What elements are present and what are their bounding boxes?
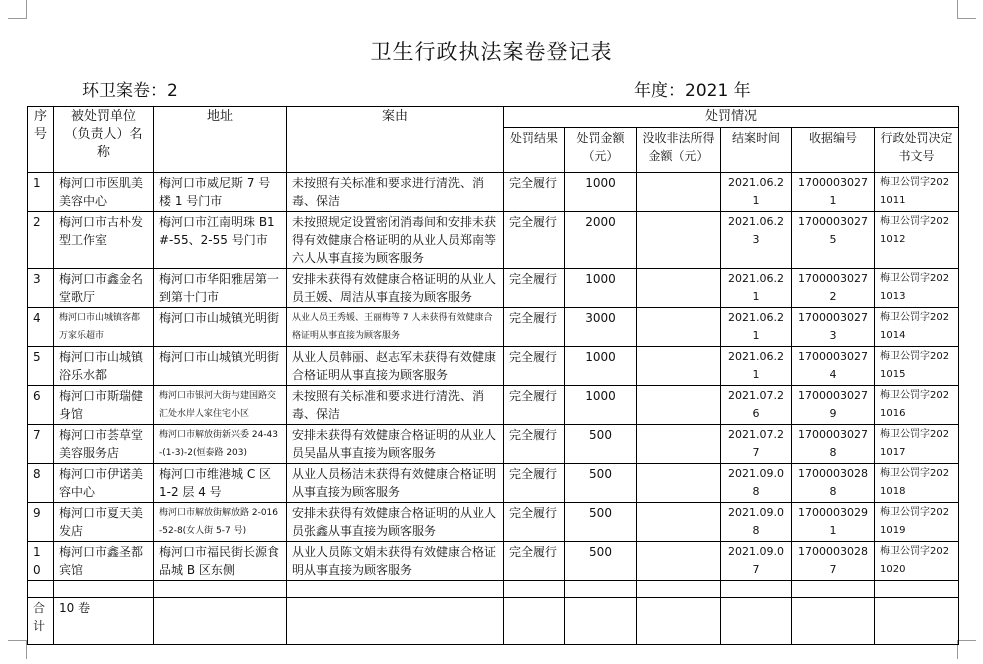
header-decision-no: 行政处罚决定书文号 bbox=[875, 128, 959, 173]
cell-amount: 2000 bbox=[565, 212, 637, 269]
cell-cause: 未按照有关标准和要求进行清洗、消毒、保洁 bbox=[287, 173, 504, 212]
cell-confiscate bbox=[637, 269, 721, 308]
page-corner-mark bbox=[957, 640, 976, 659]
cell-unit: 梅河口市斯瑞健身馆 bbox=[54, 386, 154, 425]
cell-decision-no: 梅卫公罚字2021013 bbox=[875, 269, 959, 308]
cell-address: 梅河口市山城镇光明街 bbox=[154, 308, 287, 347]
cell-address: 梅河口市福民街长源食品城 B 区东侧 bbox=[154, 542, 287, 581]
cell-confiscate bbox=[637, 386, 721, 425]
table-row bbox=[28, 347, 959, 386]
page-corner-mark bbox=[8, 640, 27, 659]
cell-address: 梅河口市解放街解放路 2-016-52-8(女人街 5-7 号) bbox=[154, 503, 287, 542]
table-row bbox=[28, 464, 959, 503]
cell-seq: 8 bbox=[28, 464, 54, 503]
cell-unit: 梅河口市鑫金名堂歌厅 bbox=[54, 269, 154, 308]
cell-seq: 4 bbox=[28, 308, 54, 347]
cell-unit: 梅河口市荟草堂美容服务店 bbox=[54, 425, 154, 464]
cell-confiscate bbox=[637, 425, 721, 464]
cell-seq: 2 bbox=[28, 212, 54, 269]
cell-unit: 梅河口市山城镇浴乐水都 bbox=[54, 347, 154, 386]
cell-close-time: 2021.07.27 bbox=[721, 425, 792, 464]
cell-seq: 1 bbox=[28, 173, 54, 212]
cell-result: 完全履行 bbox=[504, 425, 565, 464]
summary-label: 合计 bbox=[28, 598, 54, 645]
cell-close-time: 2021.07.26 bbox=[721, 386, 792, 425]
cell-receipt-no: 17000030278 bbox=[792, 425, 875, 464]
cell-unit: 梅河口市山城镇客都万家乐超市 bbox=[54, 308, 154, 347]
header-confiscate: 没收非法所得金额（元） bbox=[637, 128, 721, 173]
header-unit: 被处罚单位（负责人）名称 bbox=[54, 107, 154, 173]
cell-result: 完全履行 bbox=[504, 308, 565, 347]
cell-amount: 500 bbox=[565, 464, 637, 503]
blank-row bbox=[28, 581, 959, 598]
summary-row bbox=[28, 598, 959, 645]
cell-unit: 梅河口市伊诺美容中心 bbox=[54, 464, 154, 503]
cell-decision-no: 梅卫公罚字2021020 bbox=[875, 542, 959, 581]
cell-decision-no: 梅卫公罚字2021018 bbox=[875, 464, 959, 503]
cell-decision-no: 梅卫公罚字2021014 bbox=[875, 308, 959, 347]
cell-decision-no: 梅卫公罚字2021015 bbox=[875, 347, 959, 386]
cell-cause: 安排未获得有效健康合格证明的从业人员吴晶从事直接为顾客服务 bbox=[287, 425, 504, 464]
cell-result: 完全履行 bbox=[504, 347, 565, 386]
cell-amount: 500 bbox=[565, 542, 637, 581]
cell-cause: 安排未获得有效健康合格证明的从业人员张鑫从事直接为顾客服务 bbox=[287, 503, 504, 542]
cell-close-time: 2021.06.23 bbox=[721, 212, 792, 269]
cell-close-time: 2021.09.08 bbox=[721, 503, 792, 542]
cell-decision-no: 梅卫公罚字2021012 bbox=[875, 212, 959, 269]
cell-address: 梅河口市解放街新兴委 24-43-(1-3)-2(恒泰路 203) bbox=[154, 425, 287, 464]
cell-unit: 梅河口市古朴发型工作室 bbox=[54, 212, 154, 269]
table-row bbox=[28, 308, 959, 347]
header-penalty-group: 处罚情况 bbox=[504, 107, 959, 128]
cell-result: 完全履行 bbox=[504, 386, 565, 425]
cell-confiscate bbox=[637, 212, 721, 269]
header-seq: 序号 bbox=[28, 107, 54, 173]
cell-cause: 未按照有关标准和要求进行清洗、消毒、保洁 bbox=[287, 386, 504, 425]
cell-address: 梅河口市华阳雅居第一到第十门市 bbox=[154, 269, 287, 308]
cell-amount: 1000 bbox=[565, 347, 637, 386]
header-receipt-no: 收据编号 bbox=[792, 128, 875, 173]
table-row bbox=[28, 503, 959, 542]
cell-cause: 从业人员韩丽、赵志军未获得有效健康合格证明从事直接为顾客服务 bbox=[287, 347, 504, 386]
cell-cause: 从业人员杨洁未获得有效健康合格证明从事直接为顾客服务 bbox=[287, 464, 504, 503]
cell-close-time: 2021.09.08 bbox=[721, 464, 792, 503]
cell-address: 梅河口市威尼斯 7 号楼 1 号门市 bbox=[154, 173, 287, 212]
cell-close-time: 2021.06.21 bbox=[721, 347, 792, 386]
cell-receipt-no: 17000030287 bbox=[792, 542, 875, 581]
page-corner-mark bbox=[957, 0, 976, 19]
cell-receipt-no: 17000030291 bbox=[792, 503, 875, 542]
table-row bbox=[28, 386, 959, 425]
cell-result: 完全履行 bbox=[504, 269, 565, 308]
cell-seq: 10 bbox=[28, 542, 54, 581]
header-amount: 处罚金额（元） bbox=[565, 128, 637, 173]
cell-decision-no: 梅卫公罚字2021011 bbox=[875, 173, 959, 212]
cell-seq: 9 bbox=[28, 503, 54, 542]
cell-address: 梅河口市维港城 C 区 1-2 层 4 号 bbox=[154, 464, 287, 503]
table-row bbox=[28, 173, 959, 212]
cell-decision-no: 梅卫公罚字2021017 bbox=[875, 425, 959, 464]
cell-confiscate bbox=[637, 173, 721, 212]
cell-confiscate bbox=[637, 347, 721, 386]
cell-receipt-no: 17000030272 bbox=[792, 269, 875, 308]
summary-count: 10 卷 bbox=[54, 598, 154, 645]
cell-confiscate bbox=[637, 542, 721, 581]
cell-receipt-no: 17000030279 bbox=[792, 386, 875, 425]
cell-close-time: 2021.06.21 bbox=[721, 308, 792, 347]
header-row bbox=[28, 107, 959, 128]
cell-receipt-no: 17000030275 bbox=[792, 212, 875, 269]
cell-result: 完全履行 bbox=[504, 542, 565, 581]
header-address: 地址 bbox=[154, 107, 287, 173]
cell-result: 完全履行 bbox=[504, 173, 565, 212]
cell-close-time: 2021.06.21 bbox=[721, 269, 792, 308]
cell-seq: 7 bbox=[28, 425, 54, 464]
case-volume: 环卫案卷：2 bbox=[82, 81, 178, 101]
year-label: 年度：2021 年 bbox=[634, 81, 751, 101]
table-row bbox=[28, 212, 959, 269]
cell-decision-no: 梅卫公罚字2021019 bbox=[875, 503, 959, 542]
table-row bbox=[28, 269, 959, 308]
cell-receipt-no: 17000030273 bbox=[792, 308, 875, 347]
table-body bbox=[28, 173, 959, 581]
cell-seq: 3 bbox=[28, 269, 54, 308]
document-title: 卫生行政执法案卷登记表 bbox=[370, 40, 613, 64]
registration-table bbox=[27, 106, 959, 645]
cell-result: 完全履行 bbox=[504, 212, 565, 269]
cell-amount: 1000 bbox=[565, 269, 637, 308]
cell-cause: 安排未获得有效健康合格证明的从业人员王媛、周洁从事直接为顾客服务 bbox=[287, 269, 504, 308]
cell-amount: 1000 bbox=[565, 173, 637, 212]
cell-cause: 从业人员王秀媛、王丽梅等 7 人未获得有效健康合格证明从事直接为顾客服务 bbox=[287, 308, 504, 347]
cell-address: 梅河口市银河大街与建国路交汇处水岸人家住宅小区 bbox=[154, 386, 287, 425]
cell-unit: 梅河口市鑫圣都宾馆 bbox=[54, 542, 154, 581]
cell-seq: 5 bbox=[28, 347, 54, 386]
table-row bbox=[28, 542, 959, 581]
cell-result: 完全履行 bbox=[504, 464, 565, 503]
cell-address: 梅河口市山城镇光明街 bbox=[154, 347, 287, 386]
cell-result: 完全履行 bbox=[504, 503, 565, 542]
cell-close-time: 2021.09.07 bbox=[721, 542, 792, 581]
cell-receipt-no: 17000030288 bbox=[792, 464, 875, 503]
cell-receipt-no: 17000030274 bbox=[792, 347, 875, 386]
cell-amount: 1000 bbox=[565, 386, 637, 425]
cell-unit: 梅河口市医肌美美容中心 bbox=[54, 173, 154, 212]
page-corner-mark bbox=[8, 0, 27, 19]
header-result: 处罚结果 bbox=[504, 128, 565, 173]
cell-seq: 6 bbox=[28, 386, 54, 425]
cell-amount: 500 bbox=[565, 425, 637, 464]
cell-amount: 500 bbox=[565, 503, 637, 542]
cell-cause: 从业人员陈文娟未获得有效健康合格证明从事直接为顾客服务 bbox=[287, 542, 504, 581]
table-row bbox=[28, 425, 959, 464]
cell-close-time: 2021.06.21 bbox=[721, 173, 792, 212]
cell-address: 梅河口市江南明珠 B1#-55、2-55 号门市 bbox=[154, 212, 287, 269]
cell-unit: 梅河口市夏天美发店 bbox=[54, 503, 154, 542]
header-close-time: 结案时间 bbox=[721, 128, 792, 173]
cell-cause: 未按照规定设置密闭消毒间和安排未获得有效健康合格证明的从业人员郑南等六人从事直接为顾客服务 bbox=[287, 212, 504, 269]
cell-confiscate bbox=[637, 464, 721, 503]
cell-amount: 3000 bbox=[565, 308, 637, 347]
cell-decision-no: 梅卫公罚字2021016 bbox=[875, 386, 959, 425]
header-cause: 案由 bbox=[287, 107, 504, 173]
cell-confiscate bbox=[637, 308, 721, 347]
cell-confiscate bbox=[637, 503, 721, 542]
cell-receipt-no: 17000030271 bbox=[792, 173, 875, 212]
